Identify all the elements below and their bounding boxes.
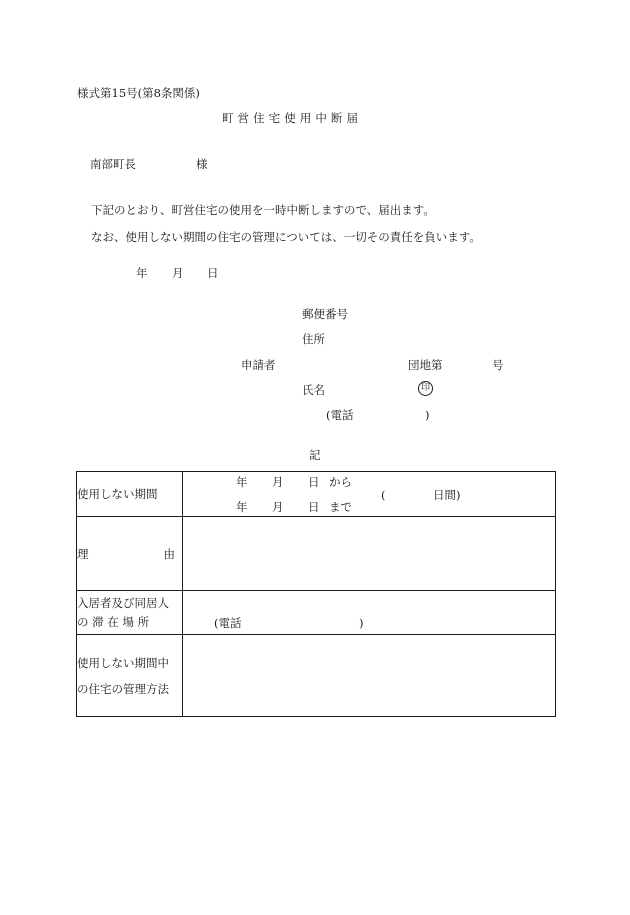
document-title: 町 営 住 宅 使 用 中 断 届 xyxy=(222,111,359,125)
seal-mark-icon: 印 xyxy=(418,381,433,396)
table-row-management xyxy=(77,635,556,717)
body-text-line-1: 下記のとおり、町営住宅の使用を一時中断しますので、届出ます。 xyxy=(91,203,435,217)
management-value-cell[interactable] xyxy=(183,635,556,717)
stay-tel-label: (電話 xyxy=(214,616,242,630)
unit-number-suffix: 号 xyxy=(492,358,504,372)
date-day-label: 日 xyxy=(207,266,219,280)
reason-label-right: 由 xyxy=(163,546,175,561)
period-days-open: ( xyxy=(381,488,386,502)
applicant-tel-close: ) xyxy=(425,408,430,422)
date-month-label: 月 xyxy=(172,266,184,280)
date-year-label: 年 xyxy=(136,266,148,280)
stay-label-line-2: の 滞 在 場 所 xyxy=(77,615,150,629)
period-from-year: 年 xyxy=(236,475,248,489)
period-to-year: 年 xyxy=(236,500,248,514)
management-label-line-2: の住宅の管理方法 xyxy=(77,681,169,696)
period-to-label: まで xyxy=(329,500,352,514)
table-row-period xyxy=(77,472,556,517)
stay-label-cell xyxy=(77,591,183,635)
postal-code-label: 郵便番号 xyxy=(302,307,348,321)
table-row-reason xyxy=(77,517,556,591)
period-value-cell[interactable] xyxy=(183,472,556,517)
period-from-day: 日 xyxy=(308,475,320,489)
details-table xyxy=(76,471,556,717)
reason-label-left: 理 xyxy=(77,546,89,561)
table-row-stay xyxy=(77,591,556,635)
stay-tel-close: ) xyxy=(359,616,364,630)
period-from-month: 月 xyxy=(272,475,284,489)
period-from-label: から xyxy=(329,475,352,489)
reason-label-cell xyxy=(77,517,183,591)
applicant-label: 申請者 xyxy=(241,358,276,372)
name-label: 氏名 xyxy=(302,383,325,397)
addressee-honorific: 様 xyxy=(196,157,208,171)
stay-value-cell[interactable] xyxy=(183,591,556,635)
address-label: 住所 xyxy=(302,332,325,346)
period-to-month: 月 xyxy=(272,500,284,514)
applicant-tel-label: (電話 xyxy=(326,408,354,422)
period-to-day: 日 xyxy=(308,500,320,514)
ki-heading: 記 xyxy=(309,448,321,462)
danchi-number-label: 団地第 xyxy=(408,358,443,372)
period-days-label: 日間) xyxy=(433,488,461,502)
period-label: 使用しない期間 xyxy=(77,472,183,517)
reason-value-cell[interactable] xyxy=(183,517,556,591)
body-text-line-2: なお、使用しない期間の住宅の管理については、一切その責任を負います。 xyxy=(91,230,481,244)
stay-label-line-1: 入居者及び同居人 xyxy=(77,596,169,610)
management-label-cell xyxy=(77,635,183,717)
form-number: 様式第15号(第8条関係) xyxy=(77,86,200,100)
management-label-line-1: 使用しない期間中 xyxy=(77,655,169,670)
addressee-name: 南部町長 xyxy=(90,157,136,171)
